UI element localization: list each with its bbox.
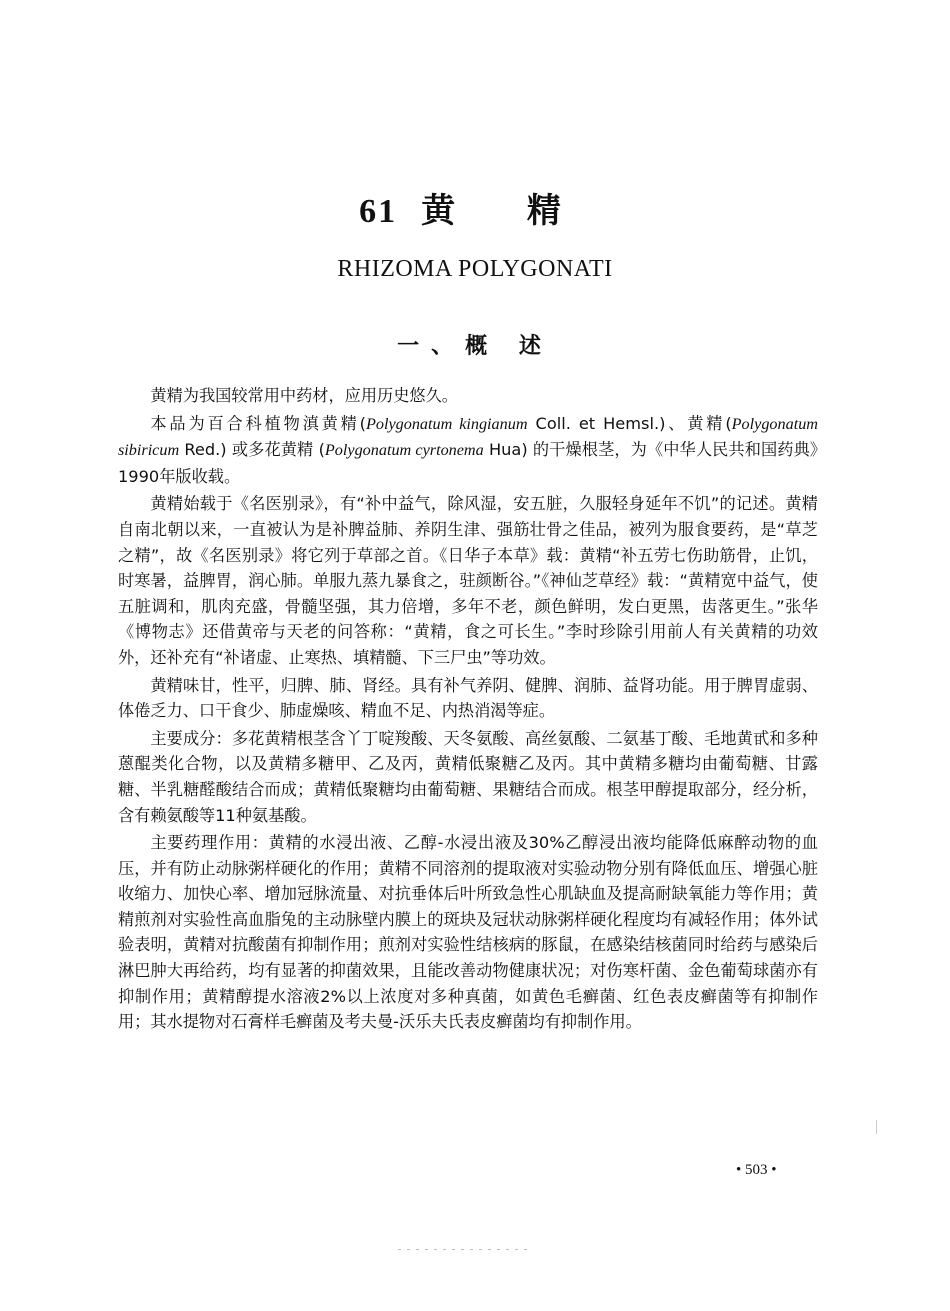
chapter-number: 61 [359,193,398,230]
body-text [118,383,818,1037]
paragraph-history: 黄精始载于《名医别录》，有“补中益气，除风湿，安五脏，久服轻身延年不饥”的记述。黄精自南北朝以来，一直被认为是补脾益肺、养阴生津、强筋壮骨之佳品，被列为服食要药，是“草芝之精”，故《名医别录》将它列于草部之首。《日华子本草》载：黄精“补五劳七伤助筋骨，止饥，时寒暑，益脾胃，润心肺。单服九蒸九暴食之，驻颜断谷。”《神仙芝草经》载：“黄精宽中益气，使五脏调和，肌肉充盛，骨髓坚强，其力倍增，多年不老，颜色鲜明，发白更黑，齿落更生。”张华《博物志》还借黄帝与天老的问答称：“黄精，食之可长生。”李时珍除引用前人有关黄精的功效外，还补充有“补诸虚、止寒热、填精髓、下三尸虫”等功效。 [118,494,818,667]
latin-title: RHIZOMA POLYGONATI [337,256,613,282]
species-name: Polygonatum kingianum [365,414,528,433]
species-name: Polygonatum sibiricum [118,414,818,460]
paragraph-pharmacology: 主要药理作用：黄精的水浸出液、乙醇-水浸出液及30%乙醇浸出液均能降低麻醉动物的血压，并有防止动脉粥样硬化的作用；黄精不同溶剂的提取液对实验动物分别有降低血压、增强心脏收缩力、加快心率、增加冠脉流量、对抗垂体后叶所致急性心肌缺血及提高耐缺氧能力等作用；黄精煎剂对实验性高血脂兔的主动脉壁内膜上的斑块及冠状动脉粥样硬化程度均有减轻作用；体外试验表明，黄精对抗酸菌有抑制作用；煎剂对实验性结核病的豚鼠，在感染结核菌同时给药与感染后淋巴肿大再给药，均有显著的抑菌效果，且能改善动物健康状况；对伤寒杆菌、金色葡萄球菌亦有抑制作用；黄精醇提水溶液2%以上浓度对多种真菌，如黄色毛癣菌、红色表皮癣菌等有抑制作用；其水提物对石膏样毛癣菌及考夫曼-沃乐夫氏表皮癣菌均有抑制作用。 [118,833,818,1032]
scan-artifact [876,1120,877,1134]
species-name: Polygonatum cyrtonema [324,441,484,460]
paragraph-intro: 黄精为我国较常用中药材，应用历史悠久。 [150,386,458,405]
page-number: • 503 • [736,1162,777,1178]
scan-artifact [398,1249,530,1250]
section-heading: 一、概 述 [397,334,553,359]
paragraph-properties: 黄精味甘，性平，归脾、肺、肾经。具有补气养阴、健脾、润肺、益肾功能。用于脾胃虚弱、体倦乏力、口干食少、肺虚燥咳、精血不足、内热消渴等症。 [118,675,818,721]
paragraph-source: 本品为百合科植物滇黄精(Polygonatum kingianum Coll. et Hemsl.)、黄精(Polygonatum sibiricum Red.) 或多花黄精 (Polygonatum cyrtonema Hua) 的干燥根茎，为《中华人民共和国药典》1990年版收载。 [118,413,818,486]
chapter-name: 黄 精 [421,191,591,231]
chapter-title [0,183,950,232]
paragraph-components: 主要成分：多花黄精根茎含丫丁啶羧酸、天冬氨酸、高丝氨酸、二氨基丁酸、毛地黄甙和多种蒽醌类化合物，以及黄精多糖甲、乙及丙，黄精低聚糖乙及丙。其中黄精多糖均由葡萄糖、甘露糖、半乳糖醛酸结合而成；黄精低聚糖均由葡萄糖、果糖结合而成。根茎甲醇提取部分，经分析，含有赖氨酸等11种氨基酸。 [118,728,818,825]
